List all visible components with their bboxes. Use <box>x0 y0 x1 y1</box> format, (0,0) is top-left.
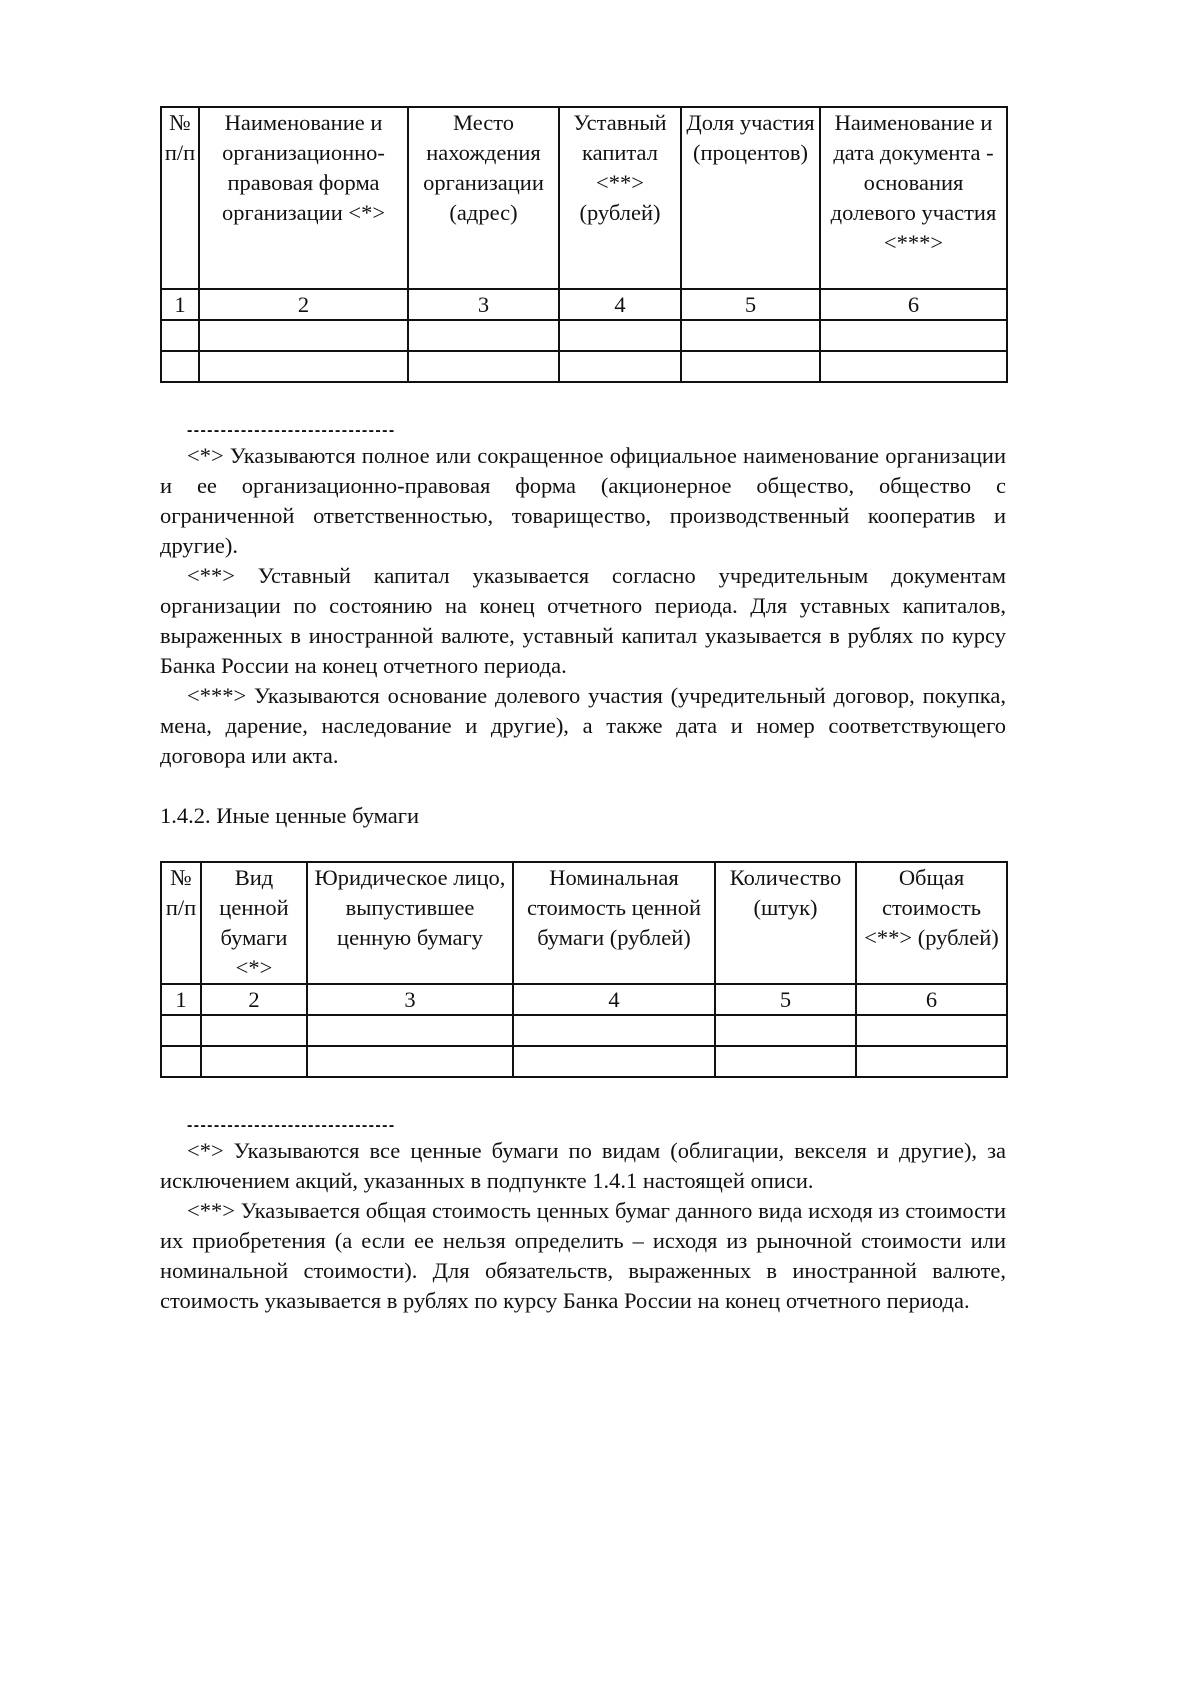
table-cell[interactable] <box>513 1015 715 1046</box>
col-number: 3 <box>408 289 559 320</box>
table-row <box>161 351 1007 382</box>
table-row <box>161 1015 1007 1046</box>
table-cell[interactable] <box>199 320 408 351</box>
table-cell[interactable] <box>161 1046 201 1077</box>
col-header-number: № п/п <box>161 862 201 984</box>
col-header-org-name: Наименование и организационно-правовая форма организации <*> <box>199 107 408 289</box>
col-number: 5 <box>681 289 820 320</box>
col-header-share: Доля участия (процентов) <box>681 107 820 289</box>
table-row <box>161 1046 1007 1077</box>
table-cell[interactable] <box>681 351 820 382</box>
table-cell[interactable] <box>856 1046 1007 1077</box>
footnote-separator: ------------------------------- <box>187 1117 396 1134</box>
table-cell[interactable] <box>715 1015 856 1046</box>
col-number: 2 <box>199 289 408 320</box>
col-number: 2 <box>201 984 307 1015</box>
col-header-document: Наименование и дата документа - основания долевого участия <***> <box>820 107 1007 289</box>
col-header-nominal-value: Номинальная стоимость ценной бумаги (рублей) <box>513 862 715 984</box>
footnote-2: <**> Уставный капитал указывается согласно учредительным документам организации по состоянию на конец отчетного периода. Для уставных капиталов, выраженных в иностранной валюте, уставный капитал указывается в рублях по курсу Банка России на конец отчетного периода. <box>160 563 1006 678</box>
table-cell[interactable] <box>201 1015 307 1046</box>
table-cell[interactable] <box>307 1046 513 1077</box>
table-cell[interactable] <box>820 320 1007 351</box>
securities-table <box>160 861 1008 1078</box>
table-cell[interactable] <box>307 1015 513 1046</box>
table-number-row <box>161 984 1007 1015</box>
footnote-separator: ------------------------------- <box>187 422 396 439</box>
table-row <box>161 320 1007 351</box>
footnote-3: <***> Указываются основание долевого участия (учредительный договор, покупка, мена, дарение, наследование и другие), а также дата и номер соответствующего договора или акта. <box>160 683 1006 768</box>
col-number: 1 <box>161 984 201 1015</box>
col-number: 4 <box>559 289 681 320</box>
col-header-address: Место нахождения организации (адрес) <box>408 107 559 289</box>
col-number: 1 <box>161 289 199 320</box>
table-cell[interactable] <box>681 320 820 351</box>
table-cell[interactable] <box>408 351 559 382</box>
section-heading: 1.4.2. Иные ценные бумаги <box>160 803 419 828</box>
footnote-1: <*> Указываются все ценные бумаги по видам (облигации, векселя и другие), за исключением акций, указанных в подпункте 1.4.1 настоящей описи. <box>160 1138 1006 1193</box>
table-number-row <box>161 289 1007 320</box>
table-cell[interactable] <box>715 1046 856 1077</box>
col-header-capital: Уставный капитал <**> (рублей) <box>559 107 681 289</box>
col-number: 6 <box>820 289 1007 320</box>
col-number: 6 <box>856 984 1007 1015</box>
col-header-total-value: Общая стоимость <**> (рублей) <box>856 862 1007 984</box>
col-header-issuer: Юридическое лицо, выпустившее ценную бумагу <box>307 862 513 984</box>
table-cell[interactable] <box>856 1015 1007 1046</box>
col-number: 4 <box>513 984 715 1015</box>
table-cell[interactable] <box>559 351 681 382</box>
col-header-number: № п/п <box>161 107 199 289</box>
table-cell[interactable] <box>820 351 1007 382</box>
table-header-row <box>161 862 1007 984</box>
col-header-quantity: Количество (штук) <box>715 862 856 984</box>
footnote-1: <*> Указываются полное или сокращенное официальное наименование организации и ее организационно-правовая форма (акционерное общество, общество с ограниченной ответственностью, товарищество, производственный кооператив и другие). <box>160 443 1006 558</box>
table-cell[interactable] <box>408 320 559 351</box>
table-cell[interactable] <box>201 1046 307 1077</box>
table-cell[interactable] <box>559 320 681 351</box>
table-cell[interactable] <box>199 351 408 382</box>
col-number: 5 <box>715 984 856 1015</box>
table-cell[interactable] <box>513 1046 715 1077</box>
participation-table <box>160 106 1008 383</box>
table-header-row <box>161 107 1007 289</box>
table-cell[interactable] <box>161 351 199 382</box>
col-number: 3 <box>307 984 513 1015</box>
document-page <box>160 106 1006 1316</box>
footnote-2: <**> Указывается общая стоимость ценных бумаг данного вида исходя из стоимости их приобретения (а если ее нельзя определить – исходя из рыночной стоимости или номинальной стоимости). Для обязательств, выраженных в иностранной валюте, стоимость указывается в рублях по курсу Банка России на конец отчетного периода. <box>160 1198 1006 1313</box>
table-cell[interactable] <box>161 1015 201 1046</box>
table-cell[interactable] <box>161 320 199 351</box>
col-header-security-type: Вид ценной бумаги <*> <box>201 862 307 984</box>
